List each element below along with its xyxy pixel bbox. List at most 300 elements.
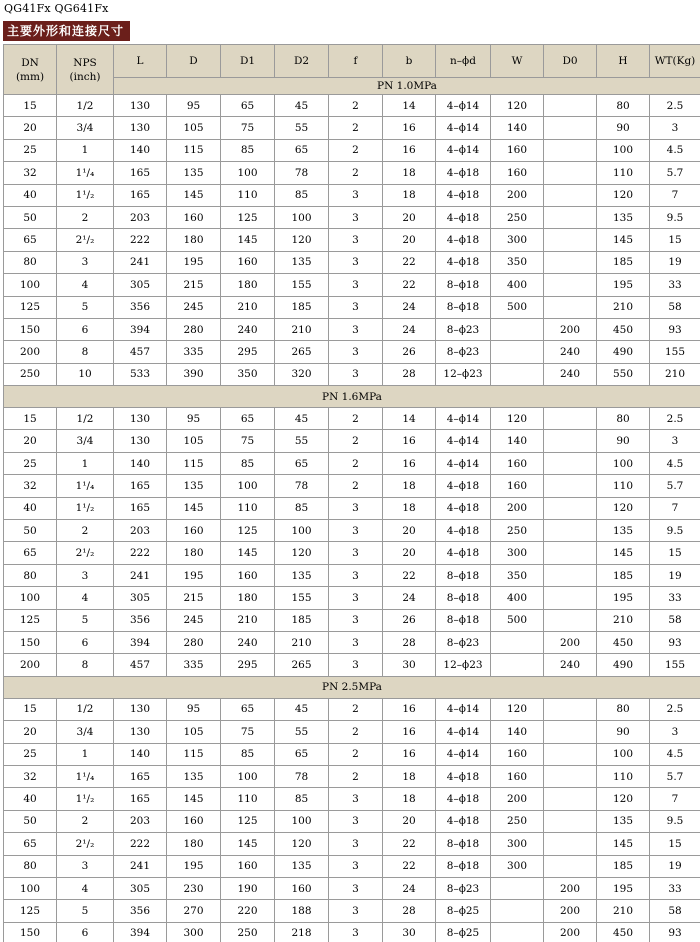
cell-f: 2 — [329, 452, 383, 474]
cell-b: 24 — [383, 587, 436, 609]
cell-dn: 100 — [4, 587, 57, 609]
cell-d: 195 — [167, 251, 221, 273]
cell-wt: 33 — [650, 877, 700, 899]
cell-h: 450 — [597, 318, 650, 340]
cell-b: 16 — [383, 721, 436, 743]
cell-d1: 100 — [221, 765, 275, 787]
cell-wt: 15 — [650, 833, 700, 855]
cell-n-d: 8–ϕ25 — [436, 922, 491, 942]
cell-d0 — [544, 743, 597, 765]
cell-d0 — [544, 296, 597, 318]
cell-d: 180 — [167, 833, 221, 855]
table-row — [4, 229, 700, 251]
table-row — [4, 363, 700, 385]
cell-b: 16 — [383, 117, 436, 139]
header-n-d: n–ϕd — [436, 45, 491, 78]
cell-d: 135 — [167, 765, 221, 787]
cell-f: 2 — [329, 743, 383, 765]
cell-n-d: 8–ϕ18 — [436, 855, 491, 877]
cell-l: 203 — [114, 520, 167, 542]
cell-w: 140 — [491, 117, 544, 139]
cell-dn: 80 — [4, 251, 57, 273]
table-row — [4, 922, 700, 942]
cell-n-d: 4–ϕ18 — [436, 542, 491, 564]
cell-nps: 2¹/₂ — [57, 833, 114, 855]
cell-w — [491, 654, 544, 676]
cell-d2: 65 — [275, 139, 329, 161]
cell-d0 — [544, 810, 597, 832]
cell-l: 394 — [114, 318, 167, 340]
cell-wt: 33 — [650, 587, 700, 609]
cell-nps: 1¹/₄ — [57, 765, 114, 787]
cell-w: 300 — [491, 855, 544, 877]
cell-d2: 155 — [275, 587, 329, 609]
header-d: D — [167, 45, 221, 78]
cell-dn: 200 — [4, 654, 57, 676]
cell-d1: 145 — [221, 542, 275, 564]
cell-f: 2 — [329, 765, 383, 787]
cell-d2: 160 — [275, 877, 329, 899]
cell-h: 450 — [597, 631, 650, 653]
cell-d0 — [544, 587, 597, 609]
cell-wt: 155 — [650, 341, 700, 363]
cell-d2: 218 — [275, 922, 329, 942]
cell-nps: 8 — [57, 654, 114, 676]
cell-wt: 19 — [650, 855, 700, 877]
cell-d1: 190 — [221, 877, 275, 899]
cell-d1: 65 — [221, 698, 275, 720]
table-row — [4, 520, 700, 542]
cell-d0 — [544, 497, 597, 519]
cell-f: 3 — [329, 341, 383, 363]
cell-n-d: 4–ϕ14 — [436, 721, 491, 743]
cell-w: 300 — [491, 229, 544, 251]
cell-d1: 145 — [221, 229, 275, 251]
cell-d: 230 — [167, 877, 221, 899]
cell-f: 3 — [329, 810, 383, 832]
cell-nps: 1 — [57, 743, 114, 765]
cell-d1: 85 — [221, 452, 275, 474]
cell-d: 280 — [167, 631, 221, 653]
cell-dn: 32 — [4, 162, 57, 184]
cell-dn: 50 — [4, 520, 57, 542]
cell-d: 95 — [167, 95, 221, 117]
cell-wt: 210 — [650, 363, 700, 385]
cell-dn: 65 — [4, 542, 57, 564]
cell-h: 195 — [597, 274, 650, 296]
cell-w: 500 — [491, 609, 544, 631]
cell-n-d: 4–ϕ14 — [436, 698, 491, 720]
cell-d0 — [544, 855, 597, 877]
cell-wt: 3 — [650, 721, 700, 743]
cell-d: 160 — [167, 206, 221, 228]
table-row — [4, 318, 700, 340]
cell-wt: 15 — [650, 229, 700, 251]
cell-f: 2 — [329, 698, 383, 720]
cell-dn: 250 — [4, 363, 57, 385]
cell-f: 3 — [329, 542, 383, 564]
cell-nps: 1¹/₂ — [57, 788, 114, 810]
table-row — [4, 497, 700, 519]
cell-h: 80 — [597, 95, 650, 117]
cell-h: 145 — [597, 542, 650, 564]
cell-b: 14 — [383, 408, 436, 430]
cell-n-d: 8–ϕ23 — [436, 341, 491, 363]
cell-f: 3 — [329, 520, 383, 542]
cell-f: 3 — [329, 587, 383, 609]
section-row — [4, 386, 700, 408]
cell-d: 135 — [167, 162, 221, 184]
cell-d: 335 — [167, 654, 221, 676]
cell-wt: 9.5 — [650, 810, 700, 832]
cell-h: 185 — [597, 564, 650, 586]
cell-d: 390 — [167, 363, 221, 385]
cell-h: 120 — [597, 788, 650, 810]
cell-d0 — [544, 139, 597, 161]
cell-l: 165 — [114, 788, 167, 810]
cell-d0: 200 — [544, 877, 597, 899]
cell-b: 22 — [383, 274, 436, 296]
cell-b: 14 — [383, 95, 436, 117]
cell-d0: 240 — [544, 341, 597, 363]
table-row — [4, 162, 700, 184]
cell-wt: 4.5 — [650, 452, 700, 474]
table-row — [4, 274, 700, 296]
cell-l: 533 — [114, 363, 167, 385]
cell-f: 2 — [329, 95, 383, 117]
cell-d: 180 — [167, 229, 221, 251]
header-dn: DN (mm) — [4, 45, 57, 95]
cell-d2: 120 — [275, 833, 329, 855]
dimensions-table — [3, 44, 700, 942]
section-title: 主要外形和连接尺寸 — [3, 21, 130, 41]
cell-d: 145 — [167, 497, 221, 519]
cell-wt: 4.5 — [650, 743, 700, 765]
cell-d0 — [544, 833, 597, 855]
cell-b: 20 — [383, 542, 436, 564]
cell-d: 105 — [167, 430, 221, 452]
cell-w: 300 — [491, 542, 544, 564]
cell-dn: 15 — [4, 698, 57, 720]
cell-wt: 7 — [650, 788, 700, 810]
header-w: W — [491, 45, 544, 78]
cell-d: 160 — [167, 520, 221, 542]
cell-wt: 4.5 — [650, 139, 700, 161]
cell-f: 3 — [329, 296, 383, 318]
cell-d2: 210 — [275, 631, 329, 653]
cell-w: 500 — [491, 296, 544, 318]
table-row — [4, 184, 700, 206]
table-row — [4, 698, 700, 720]
cell-w — [491, 341, 544, 363]
cell-nps: 1¹/₄ — [57, 475, 114, 497]
cell-h: 100 — [597, 743, 650, 765]
cell-wt: 2.5 — [650, 408, 700, 430]
cell-l: 130 — [114, 698, 167, 720]
cell-d1: 295 — [221, 654, 275, 676]
cell-w: 160 — [491, 139, 544, 161]
cell-l: 203 — [114, 810, 167, 832]
cell-dn: 80 — [4, 855, 57, 877]
cell-f: 3 — [329, 877, 383, 899]
cell-wt: 5.7 — [650, 162, 700, 184]
cell-d1: 240 — [221, 631, 275, 653]
cell-d0 — [544, 452, 597, 474]
table-row — [4, 542, 700, 564]
cell-d1: 85 — [221, 743, 275, 765]
cell-wt: 19 — [650, 251, 700, 273]
cell-nps: 6 — [57, 318, 114, 340]
table-row — [4, 810, 700, 832]
cell-b: 22 — [383, 833, 436, 855]
cell-dn: 25 — [4, 139, 57, 161]
cell-h: 490 — [597, 654, 650, 676]
cell-d0 — [544, 274, 597, 296]
cell-nps: 4 — [57, 587, 114, 609]
cell-n-d: 8–ϕ18 — [436, 274, 491, 296]
cell-f: 3 — [329, 833, 383, 855]
cell-b: 16 — [383, 139, 436, 161]
cell-h: 550 — [597, 363, 650, 385]
cell-f: 3 — [329, 318, 383, 340]
table-row — [4, 788, 700, 810]
table-row — [4, 743, 700, 765]
cell-d0 — [544, 765, 597, 787]
table-row — [4, 206, 700, 228]
cell-b: 20 — [383, 229, 436, 251]
cell-w: 250 — [491, 810, 544, 832]
cell-h: 120 — [597, 497, 650, 519]
cell-b: 20 — [383, 206, 436, 228]
cell-n-d: 8–ϕ18 — [436, 564, 491, 586]
cell-dn: 80 — [4, 564, 57, 586]
cell-d0 — [544, 229, 597, 251]
cell-w: 160 — [491, 162, 544, 184]
cell-nps: 4 — [57, 877, 114, 899]
cell-n-d: 4–ϕ18 — [436, 229, 491, 251]
table-row — [4, 833, 700, 855]
cell-nps: 5 — [57, 609, 114, 631]
cell-d0: 200 — [544, 922, 597, 942]
cell-nps: 5 — [57, 900, 114, 922]
cell-dn: 32 — [4, 475, 57, 497]
cell-wt: 7 — [650, 497, 700, 519]
cell-d: 95 — [167, 698, 221, 720]
table-row — [4, 587, 700, 609]
cell-l: 356 — [114, 609, 167, 631]
cell-d0 — [544, 408, 597, 430]
cell-dn: 125 — [4, 900, 57, 922]
cell-nps: 4 — [57, 274, 114, 296]
cell-n-d: 4–ϕ18 — [436, 520, 491, 542]
cell-d2: 320 — [275, 363, 329, 385]
cell-l: 130 — [114, 408, 167, 430]
cell-b: 22 — [383, 564, 436, 586]
cell-h: 185 — [597, 251, 650, 273]
cell-w: 140 — [491, 721, 544, 743]
cell-nps: 3/4 — [57, 721, 114, 743]
cell-d0: 200 — [544, 631, 597, 653]
table-row — [4, 877, 700, 899]
cell-nps: 2 — [57, 810, 114, 832]
cell-wt: 15 — [650, 542, 700, 564]
cell-wt: 2.5 — [650, 95, 700, 117]
cell-n-d: 4–ϕ18 — [436, 788, 491, 810]
cell-nps: 1¹/₄ — [57, 162, 114, 184]
cell-dn: 50 — [4, 206, 57, 228]
cell-d1: 125 — [221, 206, 275, 228]
cell-l: 222 — [114, 542, 167, 564]
cell-h: 110 — [597, 162, 650, 184]
table-row — [4, 296, 700, 318]
cell-f: 3 — [329, 900, 383, 922]
cell-d1: 85 — [221, 139, 275, 161]
cell-d1: 75 — [221, 430, 275, 452]
cell-l: 130 — [114, 117, 167, 139]
cell-l: 165 — [114, 497, 167, 519]
cell-d: 95 — [167, 408, 221, 430]
cell-d0: 240 — [544, 654, 597, 676]
header-b: b — [383, 45, 436, 78]
cell-f: 2 — [329, 117, 383, 139]
cell-wt: 58 — [650, 900, 700, 922]
cell-wt: 3 — [650, 117, 700, 139]
cell-d2: 100 — [275, 810, 329, 832]
cell-nps: 6 — [57, 922, 114, 942]
cell-d2: 85 — [275, 788, 329, 810]
cell-nps: 3/4 — [57, 430, 114, 452]
cell-dn: 40 — [4, 497, 57, 519]
cell-d1: 180 — [221, 274, 275, 296]
cell-d: 105 — [167, 721, 221, 743]
cell-d2: 100 — [275, 206, 329, 228]
table-row — [4, 452, 700, 474]
cell-l: 241 — [114, 564, 167, 586]
cell-b: 16 — [383, 698, 436, 720]
table-row — [4, 139, 700, 161]
cell-d2: 78 — [275, 162, 329, 184]
cell-d0 — [544, 564, 597, 586]
cell-n-d: 4–ϕ18 — [436, 184, 491, 206]
cell-d: 195 — [167, 855, 221, 877]
cell-l: 457 — [114, 654, 167, 676]
cell-b: 24 — [383, 296, 436, 318]
cell-d: 115 — [167, 743, 221, 765]
cell-w: 400 — [491, 274, 544, 296]
cell-d1: 220 — [221, 900, 275, 922]
cell-dn: 125 — [4, 296, 57, 318]
cell-d2: 120 — [275, 542, 329, 564]
header-wt: WT(Kg) — [650, 45, 700, 78]
header-nps: NPS (inch) — [57, 45, 114, 95]
cell-l: 394 — [114, 922, 167, 942]
cell-d: 160 — [167, 810, 221, 832]
cell-dn: 50 — [4, 810, 57, 832]
cell-dn: 65 — [4, 229, 57, 251]
cell-l: 165 — [114, 184, 167, 206]
cell-n-d: 4–ϕ18 — [436, 162, 491, 184]
cell-n-d: 8–ϕ18 — [436, 296, 491, 318]
cell-n-d: 4–ϕ14 — [436, 139, 491, 161]
cell-d0 — [544, 95, 597, 117]
dimensions-table-container — [3, 44, 697, 942]
cell-h: 100 — [597, 452, 650, 474]
cell-w: 200 — [491, 497, 544, 519]
cell-f: 2 — [329, 408, 383, 430]
cell-wt: 7 — [650, 184, 700, 206]
cell-d1: 110 — [221, 184, 275, 206]
cell-w: 250 — [491, 520, 544, 542]
cell-f: 3 — [329, 654, 383, 676]
cell-b: 30 — [383, 654, 436, 676]
cell-h: 120 — [597, 184, 650, 206]
cell-dn: 20 — [4, 430, 57, 452]
cell-w — [491, 363, 544, 385]
header-h: H — [597, 45, 650, 78]
cell-nps: 8 — [57, 341, 114, 363]
cell-n-d: 8–ϕ23 — [436, 631, 491, 653]
cell-d: 135 — [167, 475, 221, 497]
cell-d: 180 — [167, 542, 221, 564]
cell-h: 110 — [597, 765, 650, 787]
cell-n-d: 4–ϕ14 — [436, 430, 491, 452]
cell-w — [491, 900, 544, 922]
cell-d: 115 — [167, 139, 221, 161]
cell-l: 140 — [114, 452, 167, 474]
cell-b: 16 — [383, 452, 436, 474]
cell-w: 300 — [491, 833, 544, 855]
cell-d1: 125 — [221, 520, 275, 542]
cell-h: 145 — [597, 833, 650, 855]
cell-n-d: 4–ϕ18 — [436, 810, 491, 832]
cell-wt: 155 — [650, 654, 700, 676]
cell-d0 — [544, 698, 597, 720]
cell-l: 222 — [114, 229, 167, 251]
cell-d2: 45 — [275, 408, 329, 430]
cell-w: 160 — [491, 743, 544, 765]
cell-l: 457 — [114, 341, 167, 363]
cell-w: 160 — [491, 475, 544, 497]
header-d2: D2 — [275, 45, 329, 78]
cell-b: 16 — [383, 430, 436, 452]
cell-f: 3 — [329, 206, 383, 228]
cell-f: 3 — [329, 631, 383, 653]
cell-h: 145 — [597, 229, 650, 251]
cell-d: 105 — [167, 117, 221, 139]
cell-l: 356 — [114, 900, 167, 922]
cell-f: 2 — [329, 475, 383, 497]
section-label: PN 1.6MPa — [4, 386, 700, 408]
cell-n-d: 8–ϕ18 — [436, 833, 491, 855]
cell-dn: 20 — [4, 117, 57, 139]
cell-nps: 1 — [57, 452, 114, 474]
cell-d: 215 — [167, 274, 221, 296]
table-row — [4, 251, 700, 273]
cell-l: 241 — [114, 251, 167, 273]
cell-d1: 160 — [221, 564, 275, 586]
cell-n-d: 8–ϕ23 — [436, 877, 491, 899]
cell-nps: 3 — [57, 251, 114, 273]
cell-wt: 5.7 — [650, 765, 700, 787]
table-row — [4, 631, 700, 653]
cell-d2: 135 — [275, 855, 329, 877]
cell-h: 450 — [597, 922, 650, 942]
cell-d: 115 — [167, 452, 221, 474]
cell-d1: 210 — [221, 296, 275, 318]
table-body — [4, 95, 700, 942]
cell-d2: 265 — [275, 341, 329, 363]
table-row — [4, 475, 700, 497]
